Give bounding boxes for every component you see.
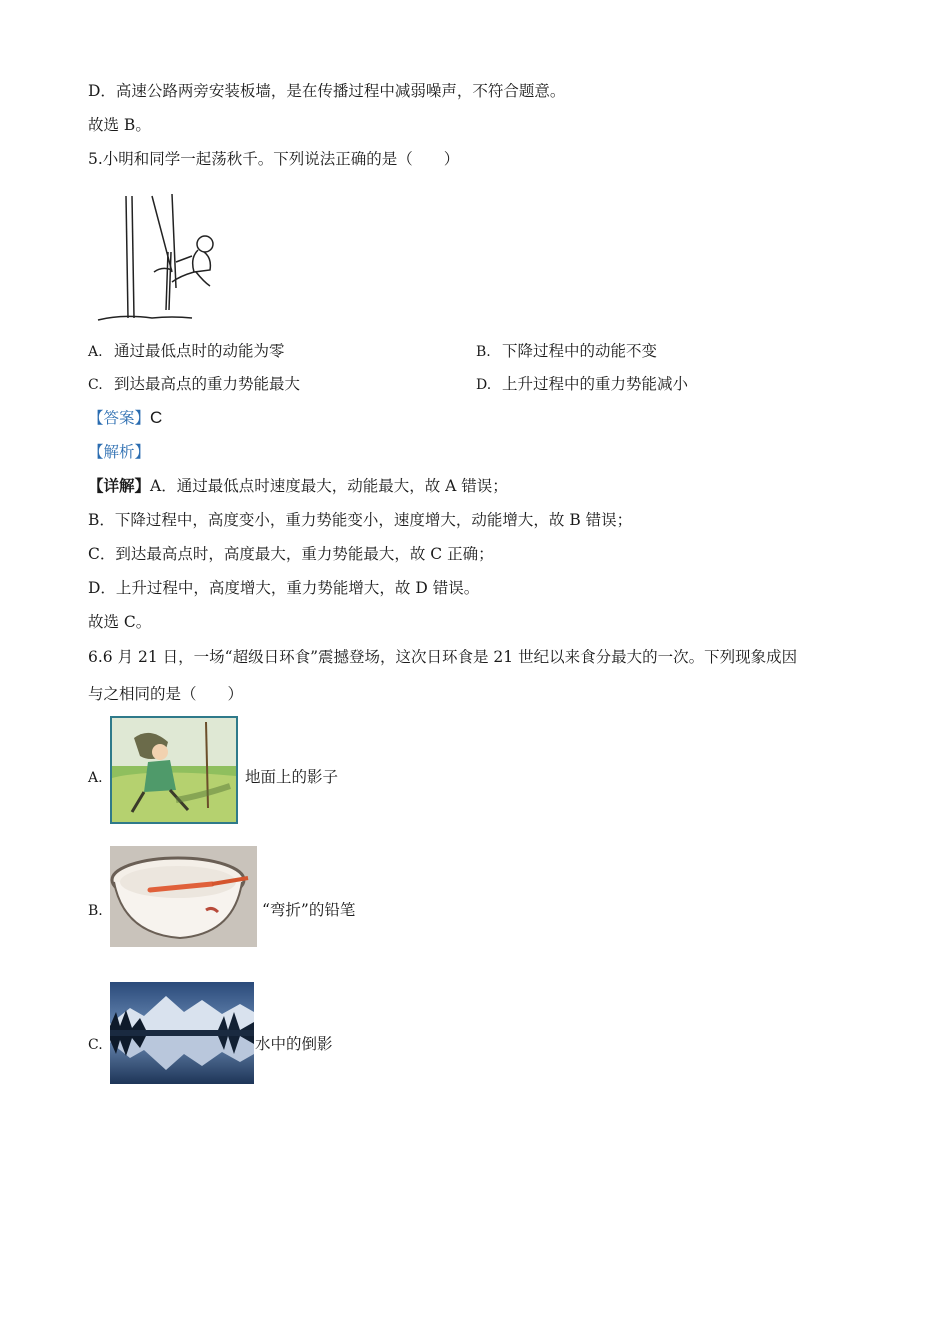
option-key: B. bbox=[476, 344, 491, 360]
q5-option-a bbox=[88, 340, 285, 363]
q6-option-a-key: A. bbox=[88, 770, 103, 786]
option-text: 通过最低点时的动能为零 bbox=[114, 342, 285, 360]
q5-option-d bbox=[476, 373, 688, 396]
answer-line bbox=[88, 407, 162, 429]
question-6-line2: 与之相同的是（ ） bbox=[88, 685, 244, 703]
analysis-option-d: D．高速公路两旁安装板墙，是在传播过程中减弱噪声，不符合题意。 bbox=[88, 82, 566, 100]
shadow-image bbox=[110, 716, 238, 824]
detail-a-line bbox=[88, 475, 508, 497]
option-text: 上升过程中的重力势能减小 bbox=[502, 375, 689, 393]
detail-a: A．通过最低点时速度最大，动能最大，故 A 错误； bbox=[150, 477, 508, 495]
question-6-line1: 6.6 月 21 日，一场“超级日环食”震撼登场，这次日环食是 21 世纪以来食分最大的一次。下列现象成因 bbox=[88, 648, 798, 666]
q6-option-b-key: B. bbox=[88, 903, 103, 919]
question-5: 5.小明和同学一起荡秋千。下列说法正确的是（ ） bbox=[88, 150, 460, 168]
option-key: C. bbox=[88, 377, 103, 393]
analysis-tag-line bbox=[88, 441, 150, 463]
option-text: 到达最高点的重力势能最大 bbox=[114, 375, 301, 393]
q6-option-c-text: 水中的倒影 bbox=[255, 1035, 333, 1053]
q6-option-b-text: “弯折”的铅笔 bbox=[262, 901, 356, 919]
detail-c: C．到达最高点时，高度最大，重力势能最大，故 C 正确； bbox=[88, 545, 494, 563]
detail-tag: 【详解】 bbox=[88, 476, 151, 495]
swing-illustration bbox=[92, 192, 222, 324]
q6-option-c-key: C. bbox=[88, 1037, 103, 1053]
answer-value: C bbox=[150, 408, 163, 427]
q5-option-b bbox=[476, 340, 657, 363]
q5-option-c bbox=[88, 373, 300, 396]
option-text: 下降过程中的动能不变 bbox=[502, 342, 658, 360]
bent-pencil-image bbox=[110, 846, 257, 947]
answer-tag: 【答案】 bbox=[88, 409, 151, 427]
q6-option-a-text: 地面上的影子 bbox=[245, 768, 339, 786]
detail-d: D．上升过程中，高度增大，重力势能增大，故 D 错误。 bbox=[88, 579, 480, 597]
option-key: D. bbox=[476, 377, 492, 393]
choose-b-line: 故选 B。 bbox=[88, 116, 151, 134]
detail-b: B．下降过程中，高度变小，重力势能变小，速度增大，动能增大，故 B 错误； bbox=[88, 511, 633, 529]
choose-c-line: 故选 C。 bbox=[88, 613, 152, 631]
analysis-tag: 【解析】 bbox=[88, 443, 151, 461]
reflection-image bbox=[110, 982, 254, 1084]
option-key: A. bbox=[88, 344, 103, 360]
